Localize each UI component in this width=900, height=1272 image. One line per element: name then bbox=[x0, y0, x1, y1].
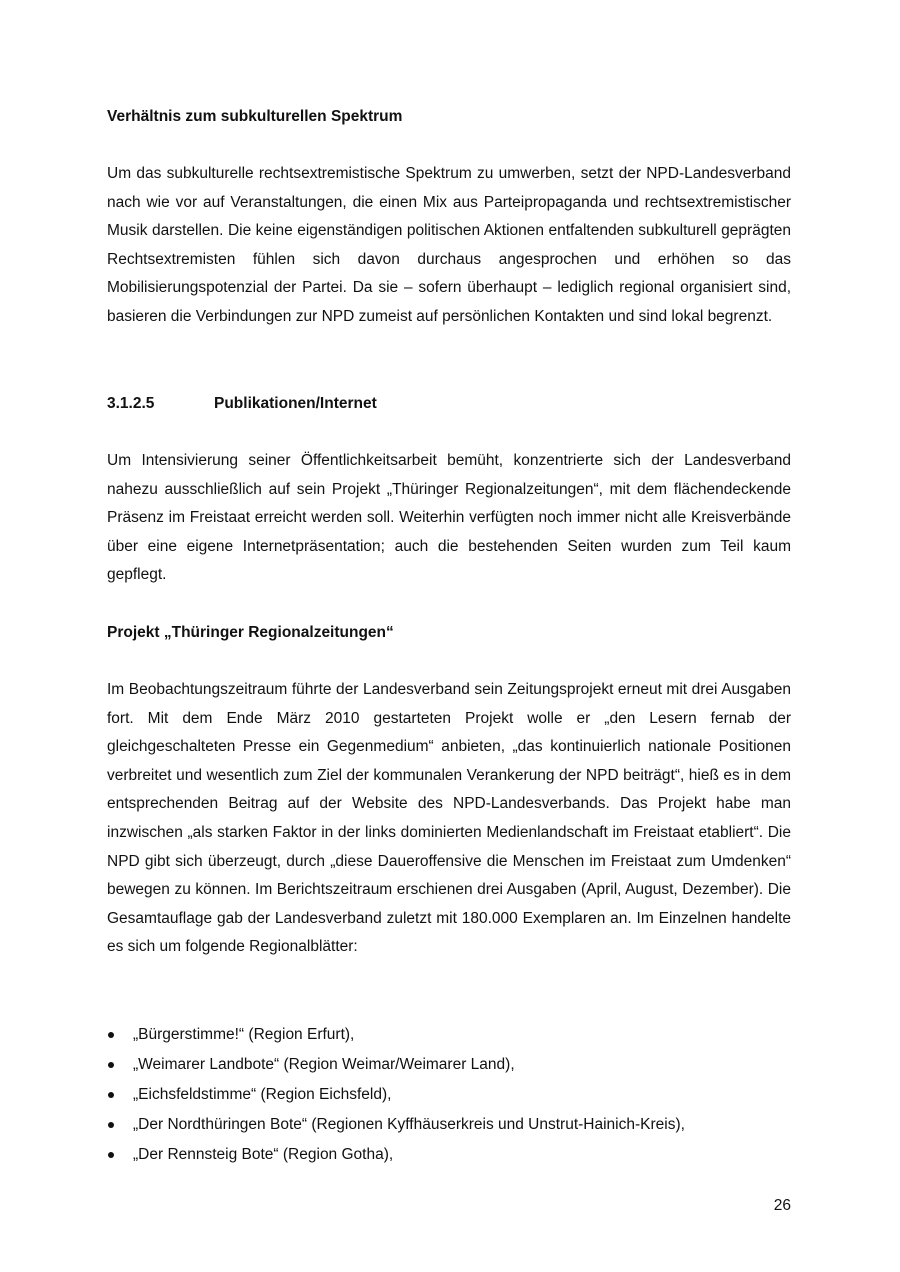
document-page bbox=[107, 0, 791, 1272]
bullet-icon bbox=[108, 1122, 114, 1128]
list-item-text: „Der Rennsteig Bote“ (Region Gotha), bbox=[133, 1146, 394, 1163]
list-item-text: „Weimarer Landbote“ (Region Weimar/Weimarer Land), bbox=[133, 1056, 515, 1073]
list-item bbox=[107, 1050, 791, 1080]
bullet-icon bbox=[108, 1092, 114, 1098]
list-item bbox=[107, 1140, 791, 1170]
list-item bbox=[107, 1080, 791, 1110]
heading-subculture: Verhältnis zum subkulturellen Spektrum bbox=[107, 108, 403, 125]
section-heading-publications bbox=[107, 394, 377, 414]
heading-project: Projekt „Thüringer Regionalzeitungen“ bbox=[107, 624, 394, 641]
paragraph-publications: Um Intensivierung seiner Öffentlichkeitsarbeit bemüht, konzentrierte sich der Landesverband nahezu ausschließlich auf sein Projekt „Thüringer Regionalzeitungen“, mit dem flächendeckende Präsenz im Freistaat erreicht werden soll. Weiterhin verfügten noch immer nicht alle Kreisverbände über eine eigene Internetpräsentation; auch die bestehenden Seiten wurden zum Teil kaum gepflegt. bbox=[107, 452, 791, 584]
list-item-text: „Der Nordthüringen Bote“ (Regionen Kyffhäuserkreis und Unstrut-Hainich-Kreis), bbox=[133, 1116, 685, 1133]
paragraph-subculture: Um das subkulturelle rechtsextremistische Spektrum zu umwerben, setzt der NPD-Landesverband nach wie vor auf Veranstaltungen, die einen Mix aus Parteipropaganda und rechtsextremistischer Musik darstellen. Die keine eigenständigen politischen Aktionen entfaltenden subkulturell geprägten Rechtsextremisten fühlen sich davon durchaus angesprochen und erhöhen so das Mobilisierungspotenzial der Partei. Da sie – sofern überhaupt – lediglich regional organisiert sind, basieren die Verbindungen zur NPD zumeist auf persönlichen Kontakten und sind lokal begrenzt. bbox=[107, 165, 791, 325]
list-item bbox=[107, 1020, 791, 1050]
bullet-icon bbox=[108, 1152, 114, 1158]
section-title: Publikationen/Internet bbox=[214, 395, 377, 412]
newspaper-list bbox=[107, 1020, 791, 1170]
bullet-icon bbox=[108, 1062, 114, 1068]
page-number: 26 bbox=[773, 1197, 791, 1214]
list-item-text: „Bürgerstimme!“ (Region Erfurt), bbox=[133, 1026, 355, 1043]
list-item-text: „Eichsfeldstimme“ (Region Eichsfeld), bbox=[133, 1086, 392, 1103]
bullet-icon bbox=[108, 1032, 114, 1038]
section-number: 3.1.2.5 bbox=[107, 395, 155, 412]
list-item bbox=[107, 1110, 791, 1140]
paragraph-project: Im Beobachtungszeitraum führte der Landesverband sein Zeitungsprojekt erneut mit drei Ausgaben fort. Mit dem Ende März 2010 gestarteten Projekt wolle er „den Lesern fernab der gleichgeschalteten Presse ein Gegenmedium“ anbieten, „das kontinuierlich nationale Positionen verbreitet und wesentlich zum Ziel der kommunalen Verankerung der NPD beiträgt“, hieß es in dem entsprechenden Beitrag auf der Website des NPD-Landesverbands. Das Projekt habe man inzwischen „als starken Faktor in der links dominierten Medienlandschaft im Freistaat etabliert“. Die NPD gibt sich überzeugt, durch „diese Daueroffensive die Menschen im Freistaat zum Umdenken“ bewegen zu können. Im Berichtszeitraum erschienen drei Ausgaben (April, August, Dezember). Die Gesamtauflage gab der Landesverband zuletzt mit 180.000 Exemplaren an. Im Einzelnen handelte es sich um folgende Regionalblätter: bbox=[107, 681, 791, 956]
